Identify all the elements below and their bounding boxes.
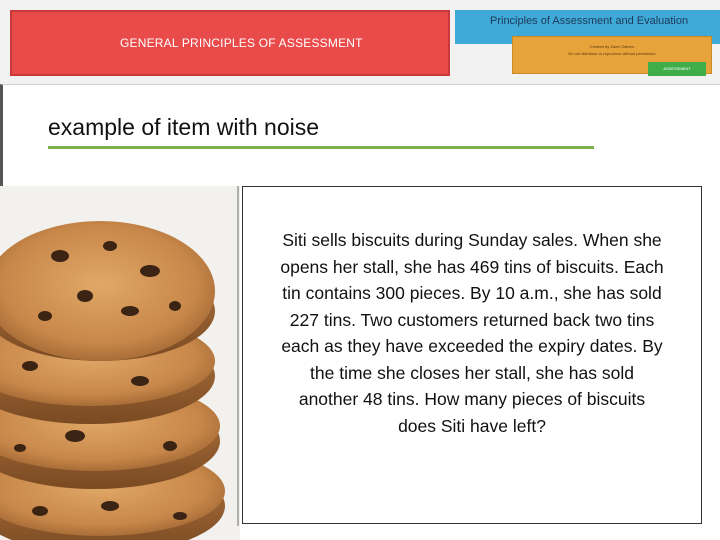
presentation-title: GENERAL PRINCIPLES OF ASSESSMENT [120, 36, 363, 50]
item-text-box [242, 186, 702, 524]
info-line-1: Created by Zamri Zabree [589, 44, 635, 49]
item-question-text: Siti sells biscuits during Sunday sales. When she opens her stall, she has 469 tins of biscuits. Each tin contains 300 pieces. By 10 a.m., she has sold 227 tins. Two customers returned back two tins each as they have exceeded the expiry dates. By the time she closes her stall, she has sold another 48 tins. How many pieces of biscuits does Siti have left? [280, 230, 664, 436]
cookie-stack-image [0, 186, 240, 540]
section-tag [648, 62, 706, 76]
course-title: Principles of Assessment and Evaluation [490, 15, 689, 27]
subtitle-underline [48, 146, 594, 149]
slide-subtitle: example of item with noise [48, 114, 320, 140]
section-tag-label: ASSESSMENT [663, 66, 691, 71]
image-divider [237, 186, 239, 526]
info-line-2: Do not distribute or reproduce without permission [568, 51, 656, 56]
